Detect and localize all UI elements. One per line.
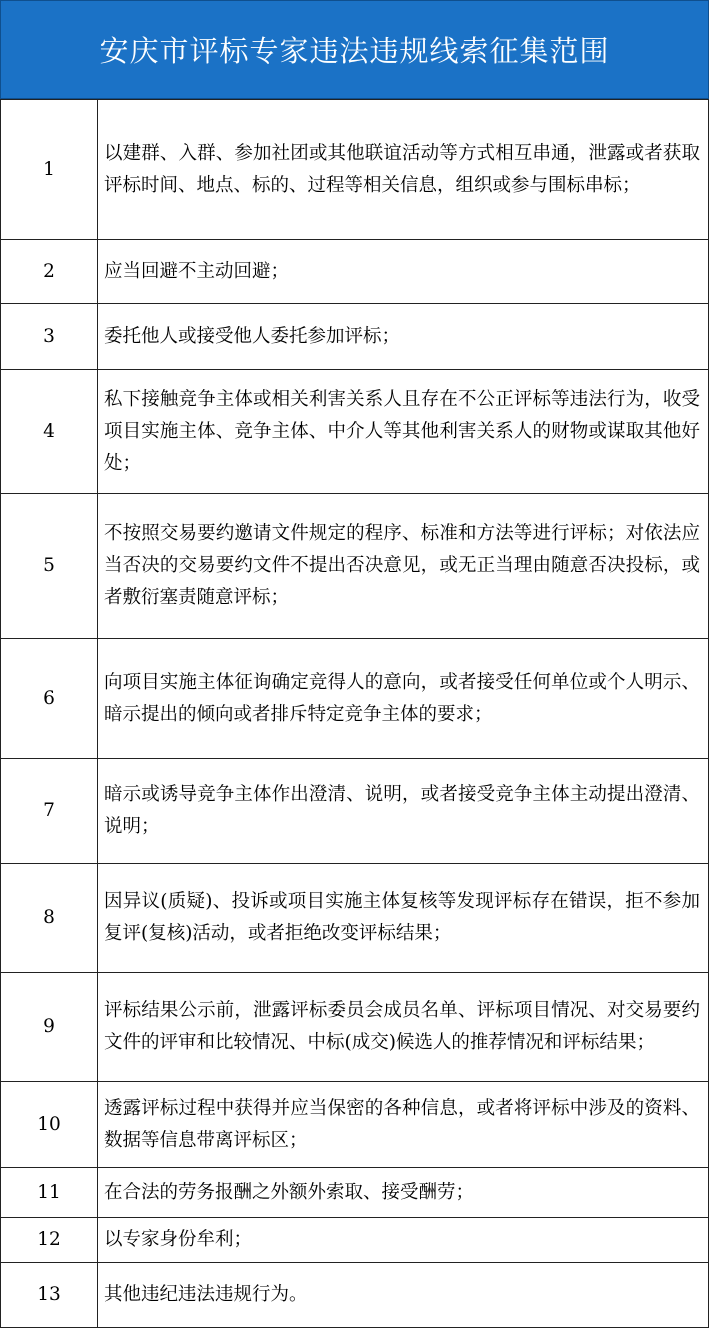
rules-table: [0, 99, 709, 1328]
table-row: [1, 494, 709, 639]
row-number: 12: [1, 1218, 98, 1263]
row-number: 11: [1, 1168, 98, 1218]
row-number: 13: [1, 1263, 98, 1328]
row-text: 在合法的劳务报酬之外额外索取、接受酬劳；: [98, 1168, 709, 1218]
row-number: 5: [1, 494, 98, 639]
row-text: 暗示或诱导竞争主体作出澄清、说明，或者接受竞争主体主动提出澄清、说明；: [98, 759, 709, 864]
title-bar: [0, 0, 709, 99]
table-row: [1, 240, 709, 304]
row-text: 因异议(质疑)、投诉或项目实施主体复核等发现评标存在错误，拒不参加复评(复核)活动，或者拒绝改变评标结果；: [98, 864, 709, 973]
table-row: [1, 639, 709, 759]
row-number: 6: [1, 639, 98, 759]
row-text: 向项目实施主体征询确定竞得人的意向，或者接受任何单位或个人明示、暗示提出的倾向或者排斥特定竞争主体的要求；: [98, 639, 709, 759]
table-row: [1, 1082, 709, 1168]
row-text: 其他违纪违法违规行为。: [98, 1263, 709, 1328]
row-text: 不按照交易要约邀请文件规定的程序、标准和方法等进行评标；对依法应当否决的交易要约文件不提出否决意见，或无正当理由随意否决投标，或者敷衍塞责随意评标；: [98, 494, 709, 639]
row-text: 委托他人或接受他人委托参加评标；: [98, 304, 709, 370]
page-title: 安庆市评标专家违法违规线索征集范围: [99, 34, 610, 68]
row-number: 10: [1, 1082, 98, 1168]
row-text: 以建群、入群、参加社团或其他联谊活动等方式相互串通，泄露或者获取评标时间、地点、标的、过程等相关信息，组织或参与围标串标；: [98, 100, 709, 240]
row-text: 以专家身份牟利；: [98, 1218, 709, 1263]
row-text: 应当回避不主动回避；: [98, 240, 709, 304]
row-number: 4: [1, 370, 98, 494]
table-row: [1, 1218, 709, 1263]
row-number: 2: [1, 240, 98, 304]
table-row: [1, 304, 709, 370]
row-number: 1: [1, 100, 98, 240]
table-row: [1, 100, 709, 240]
table-row: [1, 1263, 709, 1328]
table-row: [1, 1168, 709, 1218]
table-row: [1, 973, 709, 1082]
row-text: 透露评标过程中获得并应当保密的各种信息，或者将评标中涉及的资料、数据等信息带离评标区；: [98, 1082, 709, 1168]
table-row: [1, 864, 709, 973]
table-row: [1, 370, 709, 494]
row-number: 7: [1, 759, 98, 864]
row-number: 3: [1, 304, 98, 370]
row-number: 9: [1, 973, 98, 1082]
row-text: 评标结果公示前，泄露评标委员会成员名单、评标项目情况、对交易要约文件的评审和比较情况、中标(成交)候选人的推荐情况和评标结果；: [98, 973, 709, 1082]
row-text: 私下接触竞争主体或相关利害关系人且存在不公正评标等违法行为，收受项目实施主体、竞争主体、中介人等其他利害关系人的财物或谋取其他好处；: [98, 370, 709, 494]
table-row: [1, 759, 709, 864]
row-number: 8: [1, 864, 98, 973]
